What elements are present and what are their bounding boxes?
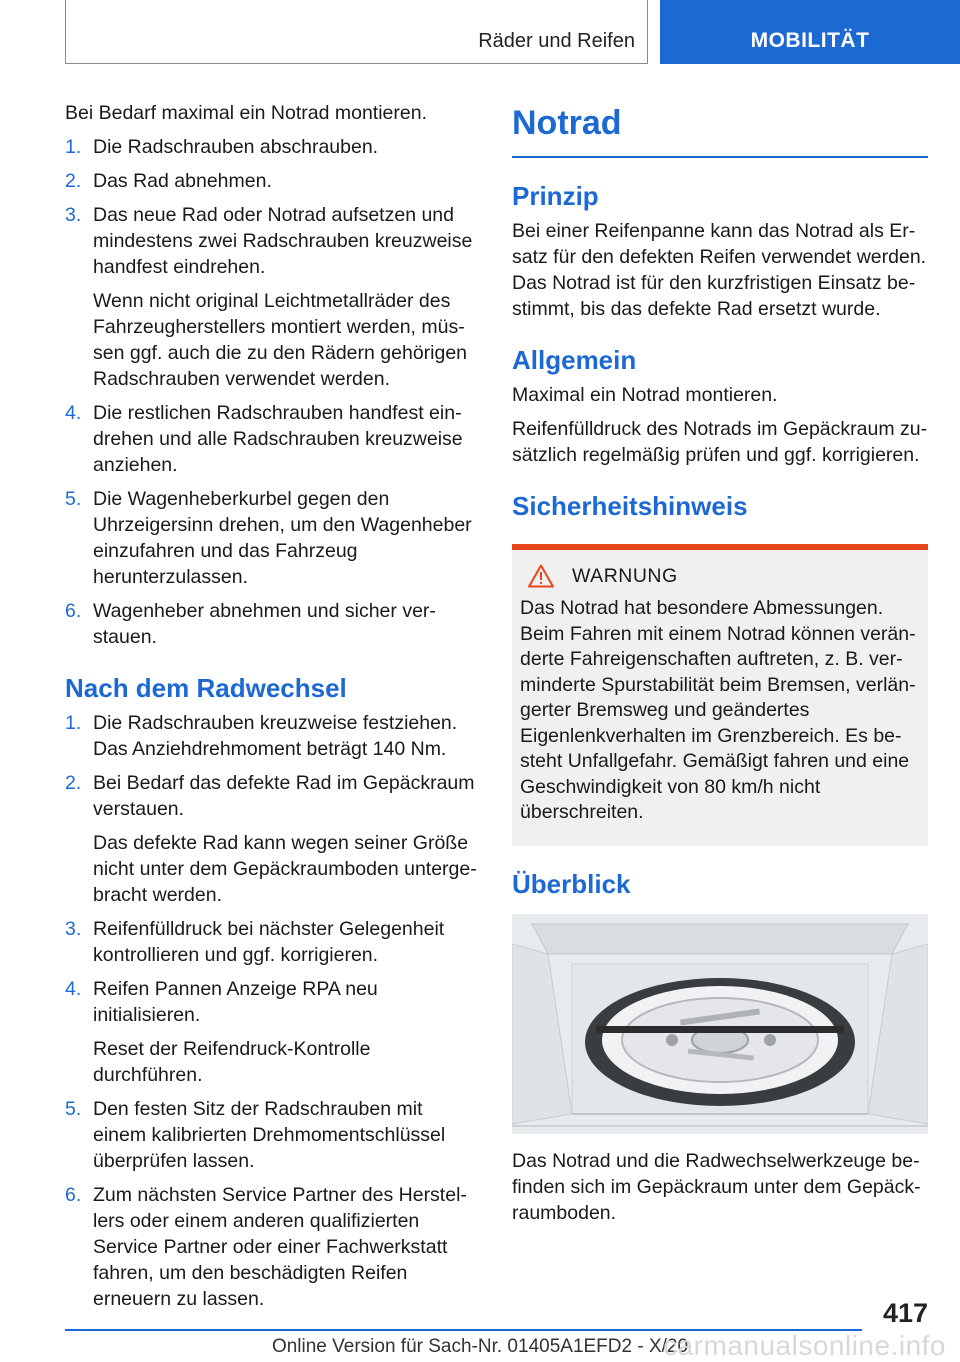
left-column bbox=[65, 100, 480, 1320]
steps-list-2 bbox=[65, 710, 480, 1312]
step-number: 3. bbox=[65, 204, 82, 226]
page-title: Notrad bbox=[512, 104, 622, 142]
warning-box bbox=[512, 544, 928, 846]
step-number: 5. bbox=[65, 1098, 82, 1120]
image-caption: Das Notrad und die Radwechselwerkzeuge befinden sich im Gepäckraum unter dem Gepäckraumboden. bbox=[512, 1149, 921, 1224]
step-text: Die Radschrauben abschrauben. bbox=[93, 136, 379, 158]
warning-title: WARNUNG bbox=[572, 564, 678, 587]
step-text: Wagenheber abnehmen und sicher verstauen. bbox=[93, 600, 436, 648]
list-item bbox=[65, 598, 480, 650]
heading-sicherheitshinweis: Sicherheitshinweis bbox=[512, 491, 748, 521]
step-number: 6. bbox=[65, 600, 82, 622]
step-text: Zum nächsten Service Partner des Herstellers oder einem anderen qualifizierten Service Partner oder einer Fachwerkstatt fahren, um den beschädigten Reifen erneuern zu lassen. bbox=[93, 1184, 467, 1310]
step-number: 4. bbox=[65, 978, 82, 1000]
list-item bbox=[65, 168, 480, 194]
list-item bbox=[65, 770, 480, 908]
chapter-tab[interactable]: MOBILITÄT bbox=[660, 0, 960, 64]
step-note: Das defekte Rad kann wegen seiner Größe nicht unter dem Gepäckraumboden untergebracht werden. bbox=[93, 832, 477, 906]
header-box bbox=[65, 0, 648, 64]
step-note: Wenn nicht original Leichtmetallräder des Fahrzeugherstellers montiert werden, müssen ggf. auch die zu den Rädern gehörigen Radschrauben verwendet werden. bbox=[93, 290, 468, 390]
right-column bbox=[512, 100, 928, 1226]
list-item bbox=[65, 400, 480, 478]
heading-ueberblick: Überblick bbox=[512, 868, 631, 899]
step-text: Den festen Sitz der Radschrauben mit einem kalibrierten Drehmomentschlüssel überprüfen lassen. bbox=[93, 1098, 446, 1172]
step-number: 2. bbox=[65, 772, 82, 794]
step-text: Reifenfülldruck bei nächster Gelegenheit kontrollieren und ggf. korrigieren. bbox=[93, 918, 445, 966]
steps-list-1 bbox=[65, 134, 480, 650]
step-number: 3. bbox=[65, 918, 82, 940]
warning-triangle-icon bbox=[528, 564, 554, 588]
list-item bbox=[65, 1096, 480, 1174]
prinzip-text: Bei einer Reifenpanne kann das Notrad als Ersatz für den defekten Reifen verwendet werden. Das Notrad ist für den kurzfristigen Einsatz bestimmt, bis das defekte Rad ersetzt wurde. bbox=[512, 220, 927, 320]
heading-allgemein: Allgemein bbox=[512, 345, 637, 375]
title-divider bbox=[512, 156, 928, 158]
watermark: carmanualsonline.info bbox=[663, 1330, 946, 1361]
page-number: 417 bbox=[882, 1298, 928, 1328]
step-number: 2. bbox=[65, 170, 82, 192]
allgemein-text-1: Maximal ein Notrad montieren. bbox=[512, 384, 778, 406]
warning-text: Das Notrad hat besondere Abmessungen. Beim Fahren mit einem Notrad können veränderte Fahreigenschaften auftreten, z. B. verminderte Spurstabilität beim Bremsen, verlängerter Bremsweg und geändertes Eigenlenkverhalten im Grenzbereich. Es besteht Unfallgefahr. Gemäßigt fahren und eine Geschwindigkeit von 80 km/h nicht überschreiten. bbox=[520, 597, 916, 823]
list-item bbox=[65, 486, 480, 590]
footer-online-version[interactable]: Online Version für Sach-Nr. 01405A1EFD2 - X/20 bbox=[271, 1336, 689, 1357]
step-text: Die Radschrauben kreuzweise festziehen. Das Anziehdrehmoment beträgt 140 Nm. bbox=[93, 712, 458, 760]
list-item bbox=[65, 1182, 480, 1312]
step-text: Bei Bedarf das defekte Rad im Gepäckraum verstauen. bbox=[93, 772, 475, 820]
section-title: Räder und Reifen bbox=[478, 30, 635, 52]
heading-prinzip: Prinzip bbox=[512, 181, 599, 211]
step-number: 1. bbox=[65, 136, 82, 158]
allgemein-text-2: Reifenfülldruck des Notrads im Gepäckraum zusätzlich regelmäßig prüfen und ggf. korrigieren. bbox=[512, 418, 928, 466]
step-number: 1. bbox=[65, 712, 82, 734]
step-text: Das Rad abnehmen. bbox=[93, 170, 272, 192]
step-note: Reset der Reifendruck-Kontrolle durchführen. bbox=[93, 1038, 371, 1086]
list-item bbox=[65, 202, 480, 392]
step-number: 5. bbox=[65, 488, 82, 510]
list-item bbox=[65, 976, 480, 1088]
step-text: Die Wagenheberkurbel gegen den Uhrzeigersinn drehen, um den Wagenheber einzufahren und das Fahrzeug herunterzulassen. bbox=[93, 488, 472, 588]
step-number: 6. bbox=[65, 1184, 82, 1206]
trunk-illustration bbox=[512, 914, 928, 1134]
spare-wheel-image bbox=[512, 914, 928, 1134]
heading-nach-dem-radwechsel: Nach dem Radwechsel bbox=[65, 673, 347, 703]
list-item bbox=[65, 134, 480, 160]
warning-header bbox=[520, 564, 920, 588]
step-number: 4. bbox=[65, 402, 82, 424]
step-text: Das neue Rad oder Notrad aufsetzen und mindestens zwei Radschrauben kreuzweise handfest eindrehen. bbox=[93, 204, 473, 278]
list-item bbox=[65, 710, 480, 762]
step-text: Reifen Pannen Anzeige RPA neu initialisieren. bbox=[93, 978, 378, 1026]
step-text: Die restlichen Radschrauben handfest eindrehen und alle Radschrauben kreuzweise anziehen. bbox=[93, 402, 463, 476]
list-item bbox=[65, 916, 480, 968]
intro-text: Bei Bedarf maximal ein Notrad montieren. bbox=[65, 102, 427, 124]
